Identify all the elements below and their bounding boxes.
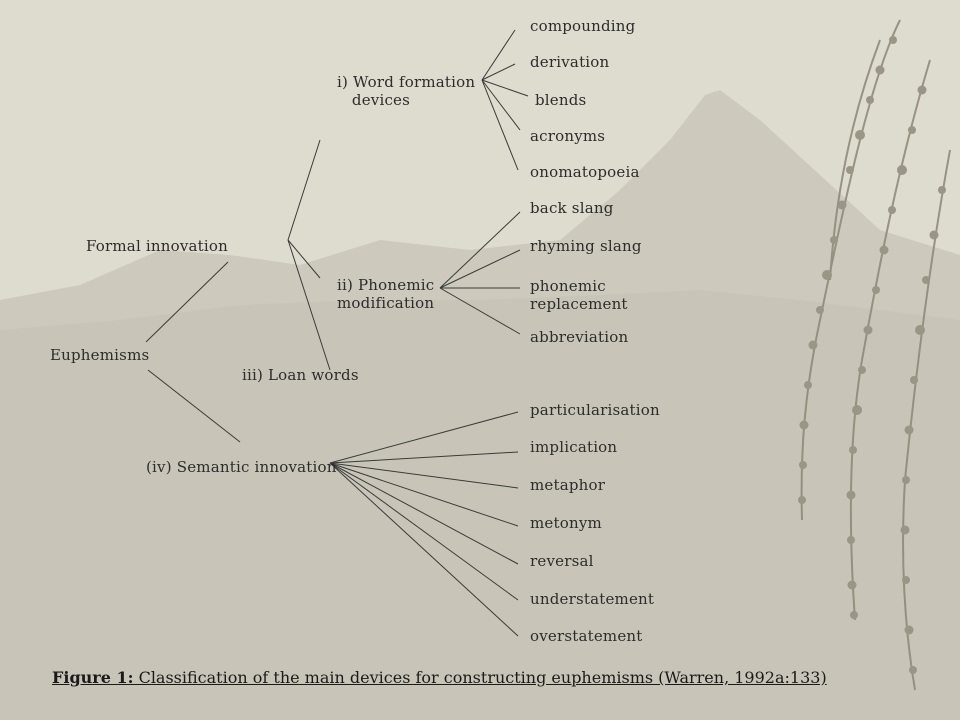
connector-formal-wordformation (288, 140, 320, 240)
leaf-compounding: compounding (530, 17, 636, 35)
node-loan-words: iii) Loan words (242, 366, 359, 384)
figure-caption (52, 668, 827, 687)
leaf-overstatement: overstatement (530, 627, 643, 645)
figure-label: Figure 1: (52, 668, 134, 687)
leaf-onomatopoeia: onomatopoeia (530, 163, 640, 181)
leaf-rhyming-slang: rhyming slang (530, 237, 642, 255)
node-euphemisms: Euphemisms (50, 346, 150, 364)
connector-sem-metonym (330, 463, 518, 526)
connector-wf-blends (482, 80, 528, 96)
leaf-particularisation: particularisation (530, 401, 660, 419)
connector-root-formal (146, 262, 228, 342)
node-phonemic-modification: ii) Phonemic modification (337, 276, 435, 312)
leaf-blends: blends (530, 91, 587, 109)
leaf-back-slang: back slang (530, 199, 614, 217)
connector-ph-backslang (440, 212, 520, 288)
connector-wf-onomatopoeia (482, 80, 518, 170)
connector-ph-abbreviation (440, 288, 520, 334)
leaf-acronyms: acronyms (530, 127, 606, 145)
connector-sem-metaphor (330, 463, 518, 488)
connector-wf-acronyms (482, 80, 520, 130)
connector-sem-overstatement (330, 463, 518, 636)
leaf-metonym: metonym (530, 514, 602, 532)
figure-caption-text: Classification of the main devices for constructing euphemisms (Warren, 1992a:133) (133, 668, 827, 687)
connector-formal-loanwords (288, 240, 330, 370)
node-formal-innovation: Formal innovation (86, 237, 229, 255)
connector-root-semantic (148, 370, 240, 442)
node-semantic-innovation: (iv) Semantic innovation (146, 458, 337, 476)
connector-formal-phonemic (288, 240, 320, 278)
connector-sem-implication (330, 452, 518, 463)
connector-sem-understatement (330, 463, 518, 600)
leaf-derivation: derivation (530, 53, 610, 71)
leaf-implication: implication (530, 438, 618, 456)
leaf-abbreviation: abbreviation (530, 328, 629, 346)
connector-sem-particularisation (330, 412, 518, 463)
leaf-reversal: reversal (530, 552, 594, 570)
connector-ph-rhyming (440, 250, 520, 288)
leaf-phonemic-replacement: phonemic replacement (530, 277, 628, 313)
leaf-understatement: understatement (530, 590, 655, 608)
node-word-formation-devices: i) Word formation devices (337, 73, 476, 109)
leaf-metaphor: metaphor (530, 476, 606, 494)
